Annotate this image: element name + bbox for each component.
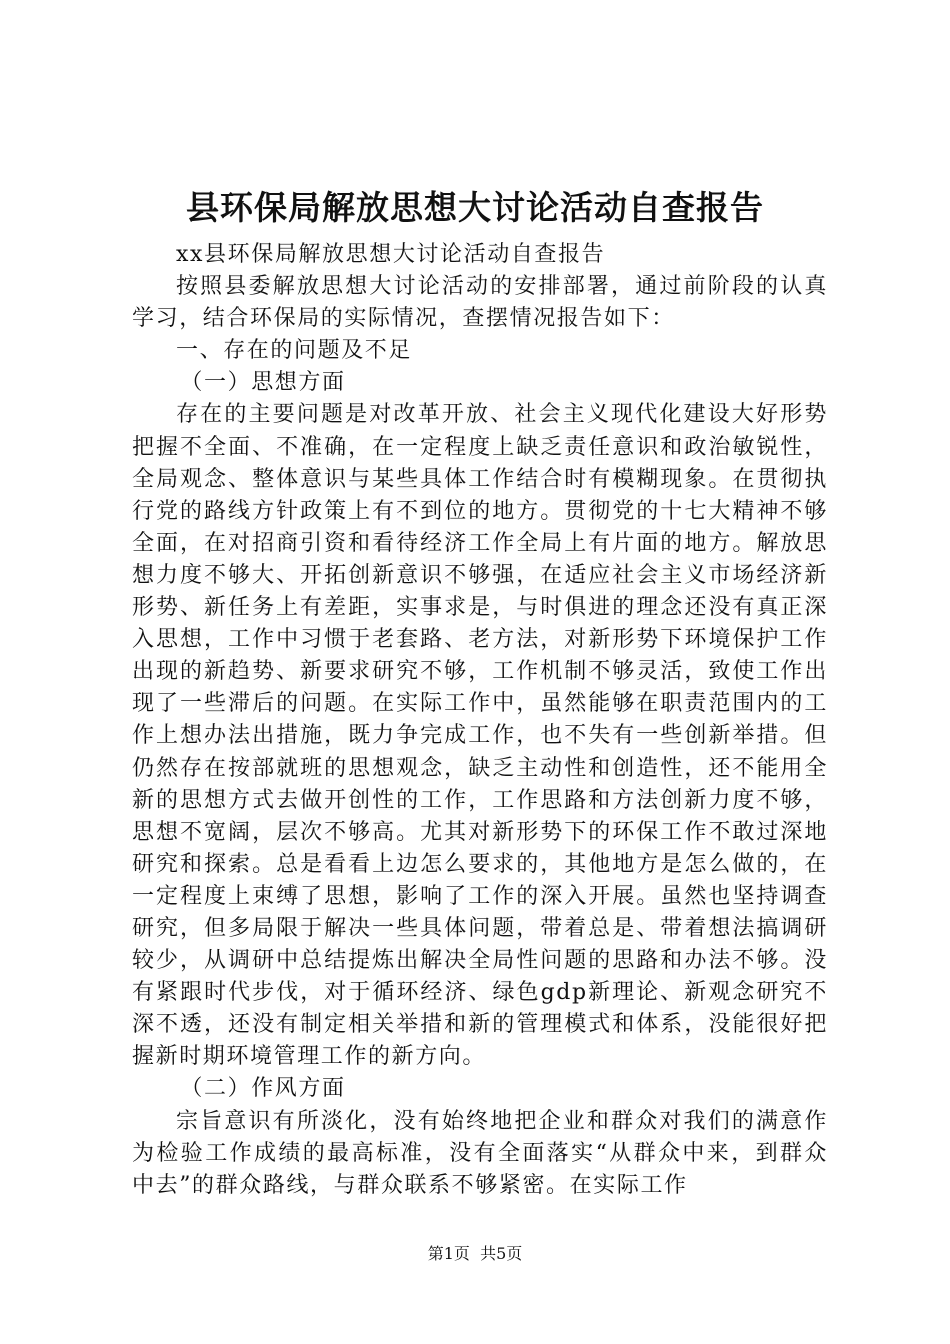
document-title: 县环保局解放思想大讨论活动自查报告 — [186, 188, 764, 227]
subsection-heading-work-style: （二）作风方面 — [180, 1076, 346, 1102]
section-heading-problems: 一、存在的问题及不足 — [176, 338, 413, 364]
work-style-paragraph: 宗旨意识有所淡化，没有始终地把企业和群众对我们的满意作为检验工作成绩的最高标准，没有全面落实“从群众中来，到群众中去”的群众路线，与群众联系不够紧密。在实际工作 — [132, 1108, 828, 1198]
page-footer — [0, 1242, 950, 1266]
page-number-label: 第1页 共5页 — [427, 1244, 523, 1263]
thinking-paragraph: 存在的主要问题是对改革开放、社会主义现代化建设大好形势把握不全面、不准确，在一定程度上缺乏责任意识和政治敏锐性，全局观念、整体意识与某些具体工作结合时有模糊现象。在贯彻执行党的路线方针政策上有不到位的地方。贯彻党的十七大精神不够全面，在对招商引资和看待经济工作全局上有片面的地方。解放思想力度不够大、开拓创新意识不够强，在适应社会主义市场经济新形势、新任务上有差距，实事求是，与时俱进的理念还没有真正深入思想，工作中习惯于老套路、老方法，对新形势下环境保护工作出现的新趋势、新要求研究不够，工作机制不够灵活，致使工作出现了一些滞后的问题。在实际工作中，虽然能够在职责范围内的工作上想办法出措施，既力争完成工作，也不失有一些创新举措。但仍然存在按部就班的思想观念，缺乏主动性和创造性，还不能用全新的思想方式去做开创性的工作，工作思路和方法创新力度不够，思想不宽阔，层次不够高。尤其对新形势下的环保工作不敢过深地研究和探索。总是看看上边怎么要求的，其他地方是怎么做的，在一定程度上束缚了思想，影响了工作的深入开展。虽然也坚持调查研究，但多局限于解决一些具体问题，带着总是、带着想法搞调研较少，从调研中总结提炼出解决全局性问题的思路和办法不够。没有紧跟时代步伐，对于循环经济、绿色gdp新理论、新观念研究不深不透，还没有制定相关举措和新的管理模式和体系，没能很好把握新时期环境管理工作的新方向。 — [132, 402, 828, 1070]
document-body — [132, 239, 828, 1202]
subsection-heading-thinking: （一）思想方面 — [180, 370, 346, 396]
intro-paragraph: 按照县委解放思想大讨论活动的安排部署，通过前阶段的认真学习，结合环保局的实际情况，查摆情况报告如下： — [132, 274, 828, 332]
report-subtitle-line: xx县环保局解放思想大讨论活动自查报告 — [176, 242, 606, 267]
